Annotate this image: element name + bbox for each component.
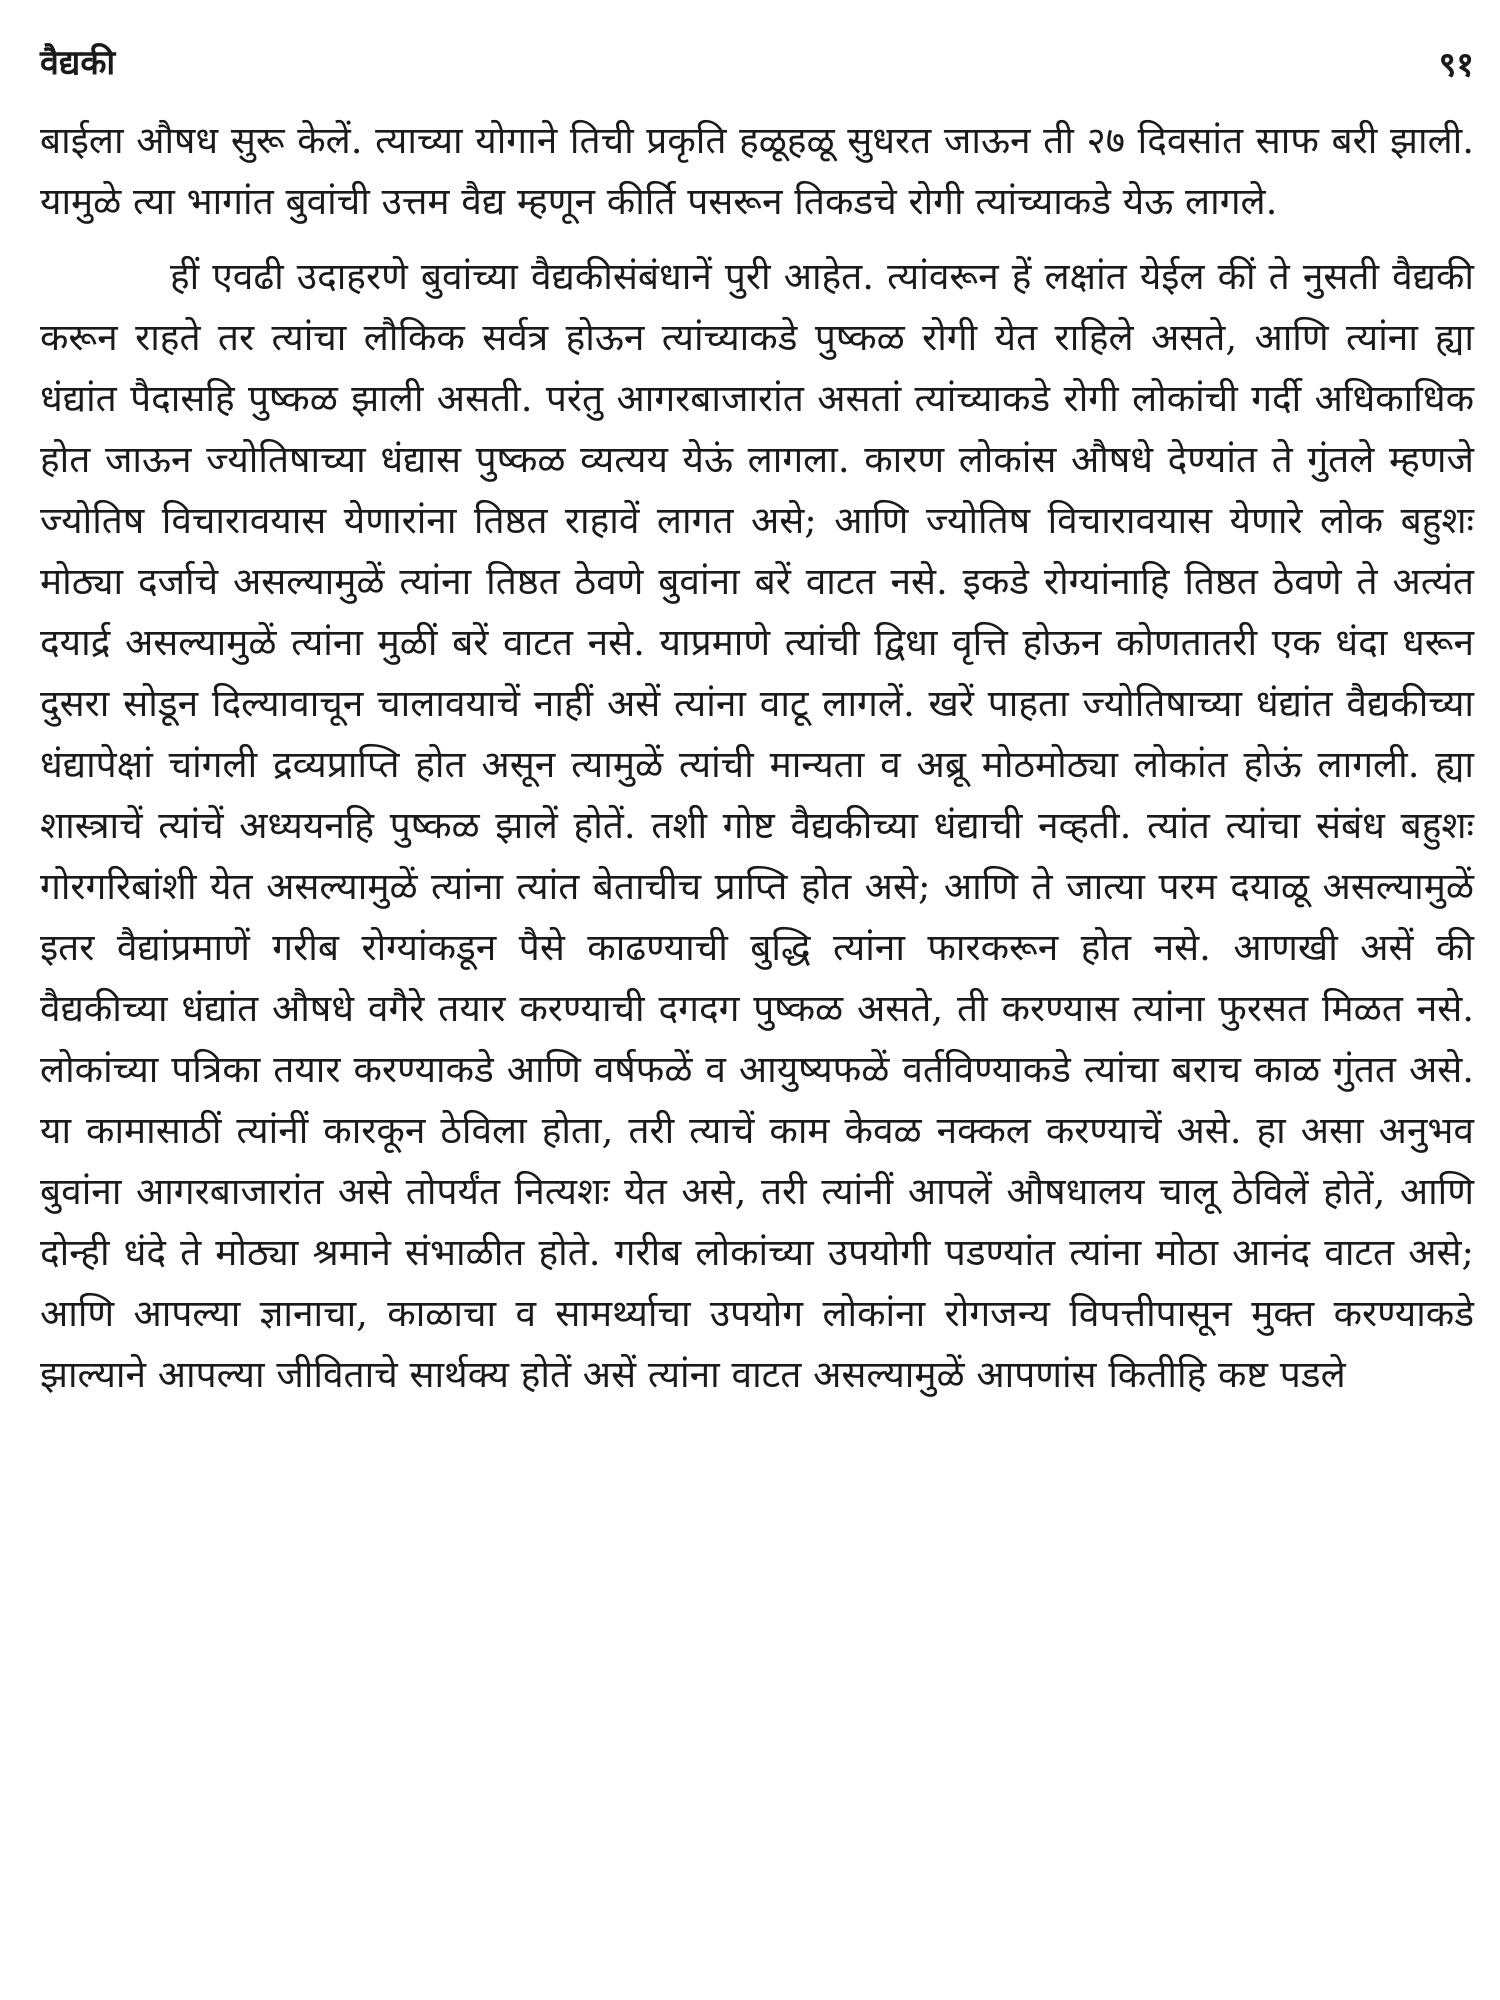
body-text: [40, 110, 1474, 1405]
paragraph-continued: बाईला औषध सुरू केलें. त्याच्या योगाने तिची प्रकृति हळूहळू सुधरत जाऊन ती २७ दिवसांत साफ बरी झाली. यामुळे त्या भागांत बुवांची उत्तम वैद्य म्हणून कीर्ति पसरून तिकडचे रोगी त्यांच्याकडे येऊ लागले.: [40, 119, 1474, 223]
page-number: ९१: [1438, 45, 1474, 85]
running-title: वैद्यकी: [40, 43, 116, 83]
paragraph: हीं एवढी उदाहरणे बुवांच्या वैद्यकीसंबंधानें पुरी आहेत. त्यांवरून हें लक्षांत येईल कीं ते नुसती वैद्यकी करून राहते तर त्यांचा लौकिक सर्वत्र होऊन त्यांच्याकडे पुष्कळ रोगी येत राहिले असते, आणि त्यांना ह्या धंद्यांत पैदासहि पुष्कळ झाली असती. परंतु आगरबाजारांत असतां त्यांच्याकडे रोगी लोकांची गर्दी अधिकाधिक होत जाऊन ज्योतिषाच्या धंद्यास पुष्कळ व्यत्यय येऊं लागला. कारण लोकांस औषधे देण्यांत ते गुंतले म्हणजे ज्योतिष विचारावयास येणारांना तिष्ठत राहावें लागत असे; आणि ज्योतिष विचारावयास येणारे लोक बहुशः मोठ्या दर्जाचे असल्यामुळें त्यांना तिष्ठत ठेवणे बुवांना बरें वाटत नसे. इकडे रोग्यांनाहि तिष्ठत ठेवणे ते अत्यंत दयार्द्र असल्यामुळें त्यांना मुळीं बरें वाटत नसे. याप्रमाणे त्यांची द्विधा वृत्ति होऊन कोणतातरी एक धंदा धरून दुसरा सोडून दिल्यावाचून चालावयाचें नाहीं असें त्यांना वाटू लागलें. खरें पाहता ज्योतिषाच्या धंद्यांत वैद्यकीच्या धंद्यापेक्षां चांगली द्रव्यप्राप्ति होत असून त्यामुळें त्यांची मान्यता व अब्रू मोठमोठ्या लोकांत होऊं लागली. ह्या शास्त्राचें त्यांचें अध्ययनहि पुष्कळ झालें होतें. तशी गोष्ट वैद्यकीच्या धंद्याची नव्हती. त्यांत त्यांचा संबंध बहुशः गोरगरिबांशी येत असल्यामुळें त्यांना त्यांत बेताचीच प्राप्ति होत असे; आणि ते जात्या परम दयाळू असल्यामुळें इतर वैद्यांप्रमाणें गरीब रोग्यांकडून पैसे काढण्याची बुद्धि त्यांना फारकरून होत नसे. आणखी असें की वैद्यकीच्या धंद्यांत औषधे वगैरे तयार करण्याची दगदग पुष्कळ असते, ती करण्यास त्यांना फुरसत मिळत नसे. लोकांच्या पत्रिका तयार करण्याकडे आणि वर्षफळें व आयुष्यफळें वर्तविण्याकडे त्यांचा बराच काळ गुंतत असे. या कामासाठीं त्यांनीं कारकून ठेविला होता, तरी त्याचें काम केवळ नक्कल करण्याचें असे. हा असा अनुभव बुवांना आगरबाजारांत असे तोपर्यंत नित्यशः येत असे, तरी त्यांनीं आपलें औषधालय चालू ठेविलें होतें, आणि दोन्ही धंदे ते मोठ्या श्रमाने संभाळीत होते. गरीब लोकांच्या उपयोगी पडण्यांत त्यांना मोठा आनंद वाटत असे; आणि आपल्या ज्ञानाचा, काळाचा व सामर्थ्याचा उपयोग लोकांना रोगजन्य विपत्तीपासून मुक्त करण्याकडे झाल्याने आपल्या जीविताचे सार्थक्य होतें असें त्यांना वाटत असल्यामुळें आपणांस कितीहि कष्ट पडले: [40, 255, 1474, 1396]
page-header: [40, 38, 1474, 102]
